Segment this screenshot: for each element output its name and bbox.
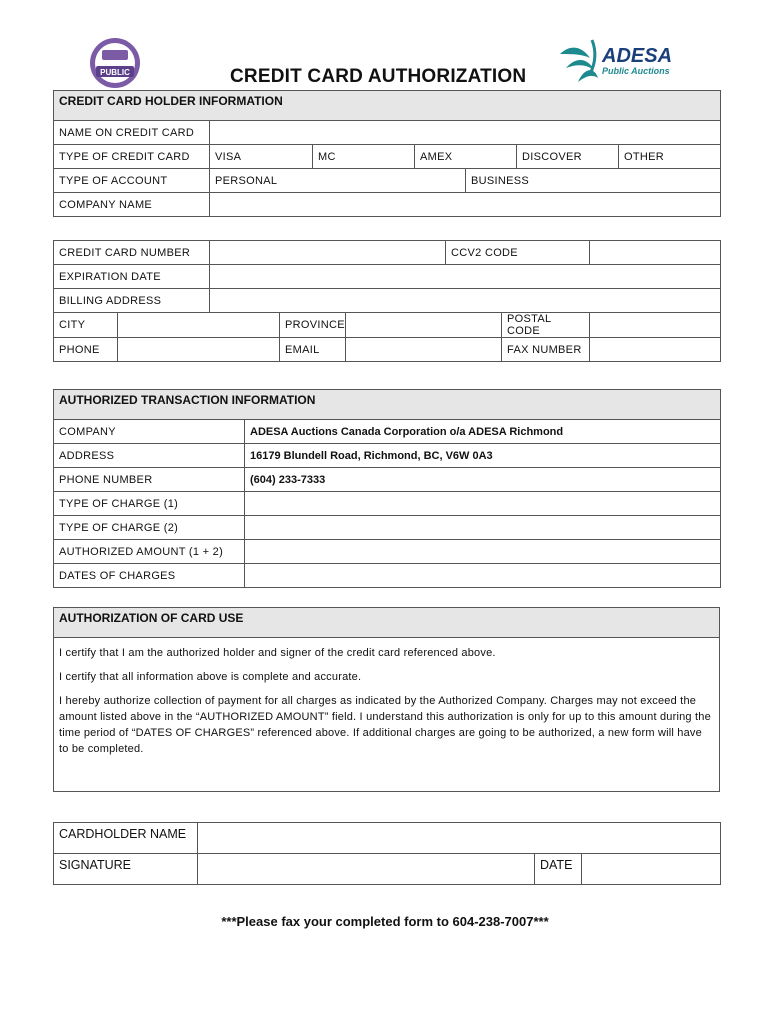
signature-field[interactable] — [198, 854, 535, 885]
fax-number-label: FAX NUMBER — [502, 338, 590, 362]
email-field[interactable] — [346, 338, 502, 362]
card-type-discover-option[interactable]: DISCOVER — [517, 145, 619, 169]
authorization-statement-line-1: I certify that I am the authorized holder and signer of the credit card referenced above. — [59, 647, 496, 659]
card-type-label: TYPE OF CREDIT CARD — [54, 145, 210, 169]
dates-of-charges-field[interactable] — [245, 564, 721, 588]
account-type-business-option[interactable]: BUSINESS — [466, 169, 721, 193]
transaction-phone-label: PHONE NUMBER — [54, 468, 245, 492]
adesa-logo-subtext: Public Auctions — [602, 66, 670, 76]
province-label: PROVINCE — [280, 313, 346, 338]
authorized-amount-label: AUTHORIZED AMOUNT (1 + 2) — [54, 540, 245, 564]
authorization-statement-line-3: I hereby authorize collection of payment for all charges as indicated by the Authorized Company. Charges may not exceed the amount listed above in the “AUTHORIZED AMOUNT” field. I understand this authorization is only for up to this amount during the time period of “DATES OF CHARGES” referenced above. If additional charges are going to be authorized, a new form will have to be completed. — [59, 695, 711, 755]
adesa-public-auctions-logo — [556, 34, 688, 90]
phone-field[interactable] — [118, 338, 280, 362]
email-label: EMAIL — [280, 338, 346, 362]
fax-number-field[interactable] — [590, 338, 721, 362]
card-type-visa-option[interactable]: VISA — [210, 145, 313, 169]
signature-table — [53, 822, 721, 885]
charge-type-2-field[interactable] — [245, 516, 721, 540]
fax-instruction-footer: ***Please fax your completed form to 604-238-7007*** — [221, 914, 549, 929]
transaction-section-header: AUTHORIZED TRANSACTION INFORMATION — [54, 390, 721, 420]
account-type-personal-option[interactable]: PERSONAL — [210, 169, 466, 193]
company-name-field[interactable] — [210, 193, 721, 217]
phone-label: PHONE — [54, 338, 118, 362]
transaction-phone-value: (604) 233-7333 — [245, 468, 721, 492]
cardholder-name-field[interactable] — [198, 823, 721, 854]
expiration-date-field[interactable] — [210, 265, 721, 289]
transaction-company-label: COMPANY — [54, 420, 245, 444]
authorization-table — [53, 607, 720, 792]
card-type-mc-option[interactable]: MC — [313, 145, 415, 169]
date-label: DATE — [535, 854, 582, 885]
charge-type-1-label: TYPE OF CHARGE (1) — [54, 492, 245, 516]
billing-address-field[interactable] — [210, 289, 721, 313]
card-number-label: CREDIT CARD NUMBER — [54, 241, 210, 265]
card-type-other-option[interactable]: OTHER — [619, 145, 721, 169]
card-details-table — [53, 240, 721, 362]
transaction-info-table — [53, 389, 721, 588]
name-on-card-field[interactable] — [210, 121, 721, 145]
signature-label: SIGNATURE — [54, 854, 198, 885]
name-on-card-label: NAME ON CREDIT CARD — [54, 121, 210, 145]
form-title: CREDIT CARD AUTHORIZATION — [230, 66, 527, 87]
expiration-date-label: EXPIRATION DATE — [54, 265, 210, 289]
card-type-amex-option[interactable]: AMEX — [415, 145, 517, 169]
cardholder-name-label: CARDHOLDER NAME — [54, 823, 198, 854]
badge-logo-text: PUBLIC — [100, 68, 130, 77]
date-field[interactable] — [582, 854, 721, 885]
authorized-amount-field[interactable] — [245, 540, 721, 564]
transaction-company-value: ADESA Auctions Canada Corporation o/a ADESA Richmond — [245, 420, 721, 444]
postal-code-field[interactable] — [590, 313, 721, 338]
dates-of-charges-label: DATES OF CHARGES — [54, 564, 245, 588]
company-name-label: COMPANY NAME — [54, 193, 210, 217]
authorization-section-header: AUTHORIZATION OF CARD USE — [54, 608, 720, 638]
cardholder-info-table — [53, 90, 721, 217]
authorization-statement-line-2: I certify that all information above is complete and accurate. — [59, 671, 362, 683]
city-label: CITY — [54, 313, 118, 338]
city-field[interactable] — [118, 313, 280, 338]
card-number-field[interactable] — [210, 241, 446, 265]
authorization-statement — [54, 638, 720, 792]
province-field[interactable] — [346, 313, 502, 338]
charge-type-1-field[interactable] — [245, 492, 721, 516]
public-auctions-badge-logo — [88, 36, 142, 90]
billing-address-label: BILLING ADDRESS — [54, 289, 210, 313]
postal-code-label: POSTAL CODE — [502, 313, 590, 338]
adesa-logo-text: ADESA — [602, 45, 673, 67]
ccv2-code-label: CCV2 CODE — [446, 241, 590, 265]
account-type-label: TYPE OF ACCOUNT — [54, 169, 210, 193]
charge-type-2-label: TYPE OF CHARGE (2) — [54, 516, 245, 540]
transaction-address-label: ADDRESS — [54, 444, 245, 468]
transaction-address-value: 16179 Blundell Road, Richmond, BC, V6W 0A3 — [245, 444, 721, 468]
ccv2-code-field[interactable] — [590, 241, 721, 265]
cardholder-section-header: CREDIT CARD HOLDER INFORMATION — [54, 91, 721, 121]
